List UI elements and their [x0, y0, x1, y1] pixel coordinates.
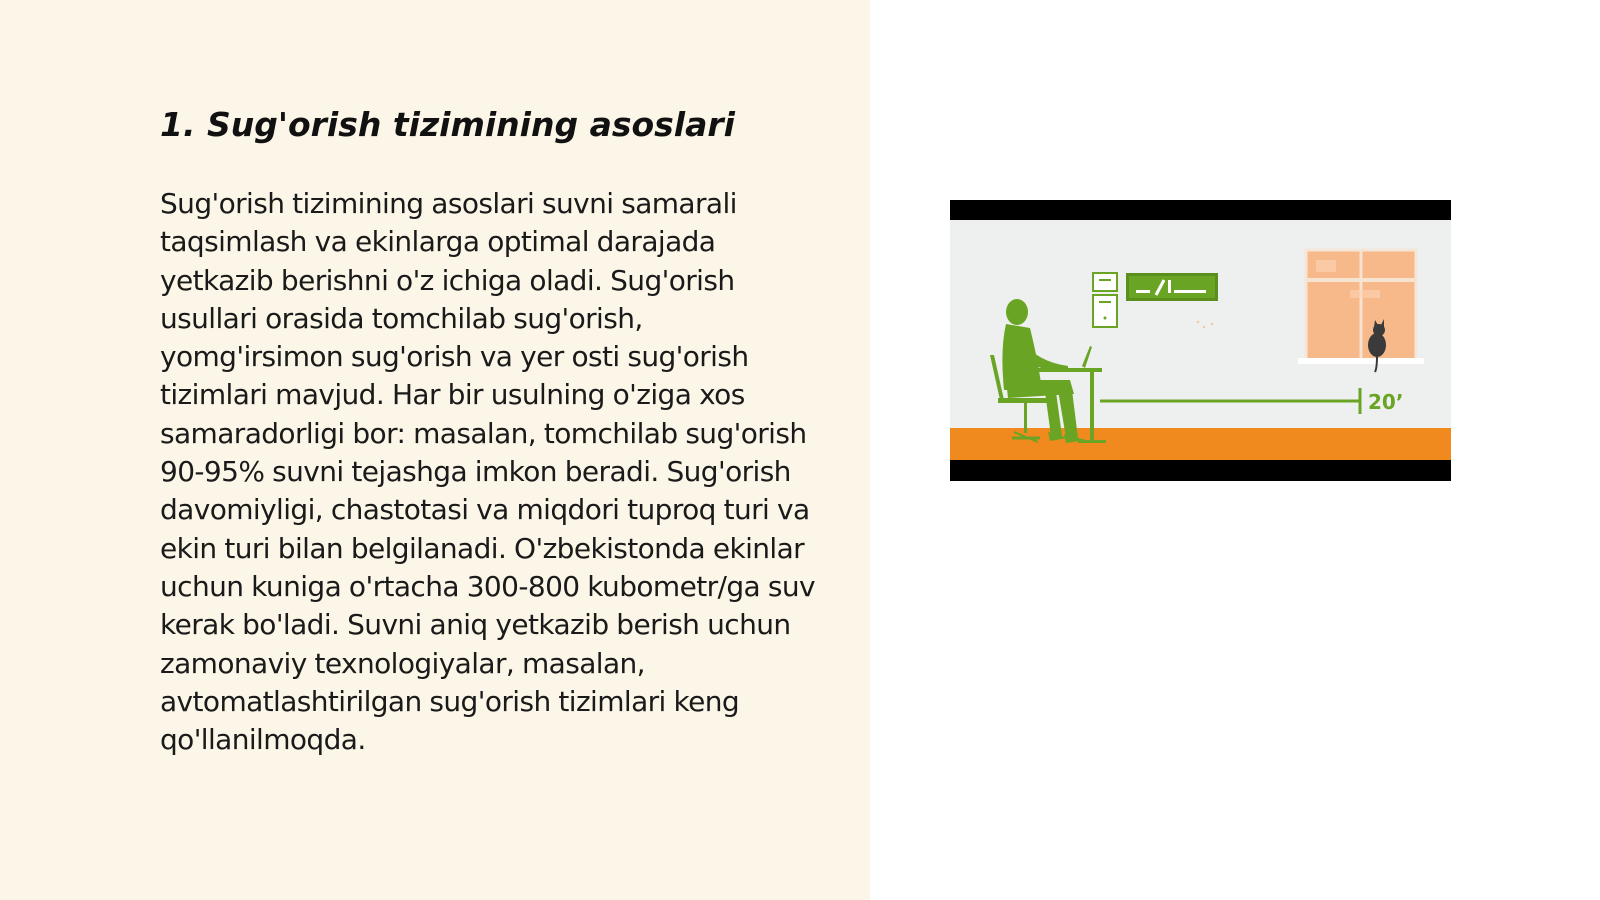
- slide-body-text: Sug'orish tizimining asoslari suvni samarali taqsimlash va ekinlarga optimal darajada yetkazib berishni o'z ichiga oladi. Sug'orish usullari orasida tomchilab sug'orish, yomg'irsimon sug'orish va yer osti sug'orish tizimlari mavjud. Har bir usulning o'ziga xos samaradorligi bor: masalan, tomchilab sug'orish 90-95% suvni tejashga imkon beradi. Sug'orish davomiyligi, chastotasi va miqdori tuproq turi va ekin turi bilan belgilanadi. O'zbekistonda ekinlar uchun kuniga o'rtacha 300-800 kubometr/ga suv kerak bo'ladi. Suvni aniq yetkazib berish uchun zamonaviy texnologiyalar, masalan, avtomatlashtirilgan sug'orish tizimlari keng qo'llanilmoqda.: [160, 187, 815, 757]
- office-illustration: [950, 200, 1451, 481]
- illustration-frame: [950, 200, 1451, 481]
- slide-heading: 1. Sug'orish tizimining asoslari: [160, 105, 735, 144]
- window-icon: [1298, 250, 1424, 364]
- wall-clock-icon: [1126, 273, 1218, 301]
- distance-label: 20’: [1368, 390, 1404, 414]
- cabinet-icon: [1093, 273, 1117, 327]
